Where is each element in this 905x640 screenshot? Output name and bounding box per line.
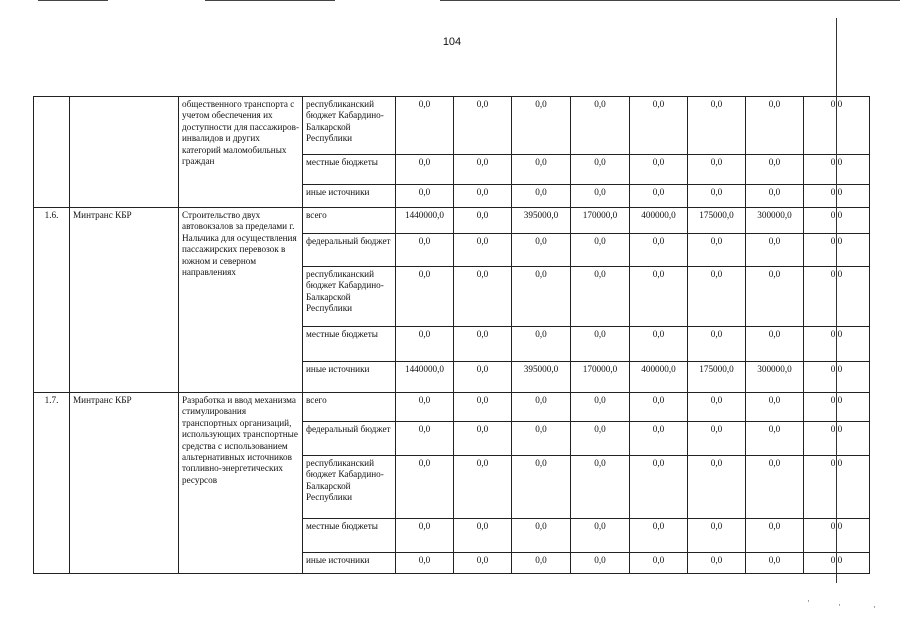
scan-speck: · — [838, 600, 841, 610]
amount-cell: 0,0 — [630, 267, 688, 327]
amount-cell: 0,0 — [454, 208, 512, 234]
amount-cell: 0,0 — [396, 155, 454, 185]
amount-cell: 0,0 — [571, 185, 630, 208]
amount-cell: 0,0 — [454, 362, 512, 393]
amount-cell: 0,0 — [512, 553, 571, 574]
amount-cell: 0,0 — [804, 208, 870, 234]
amount-cell: 0,0 — [454, 155, 512, 185]
amount-cell: 0,0 — [804, 185, 870, 208]
amount-cell: 170000,0 — [571, 208, 630, 234]
amount-cell: 0,0 — [512, 422, 571, 456]
amount-cell: 0,0 — [746, 553, 804, 574]
amount-cell: 0,0 — [571, 519, 630, 553]
amount-cell: 0,0 — [746, 155, 804, 185]
item-number-cell: 1.7. — [34, 393, 70, 574]
scan-edge-line — [205, 0, 335, 1]
table-row — [34, 208, 870, 234]
amount-cell: 0,0 — [630, 327, 688, 362]
amount-cell: 0,0 — [571, 553, 630, 574]
amount-cell: 0,0 — [746, 519, 804, 553]
scan-speck: · — [873, 602, 876, 612]
amount-cell: 0,0 — [688, 327, 746, 362]
amount-cell: 0,0 — [688, 553, 746, 574]
table-body — [34, 97, 870, 574]
amount-cell: 0,0 — [396, 185, 454, 208]
amount-cell: 0,0 — [688, 234, 746, 267]
amount-cell: 0,0 — [804, 553, 870, 574]
amount-cell: 0,0 — [746, 393, 804, 422]
amount-cell: 0,0 — [746, 422, 804, 456]
amount-cell: 400000,0 — [630, 208, 688, 234]
amount-cell: 0,0 — [746, 97, 804, 155]
funding-source-cell: местные бюджеты — [303, 327, 396, 362]
amount-cell: 0,0 — [746, 267, 804, 327]
amount-cell: 0,0 — [630, 97, 688, 155]
amount-cell: 0,0 — [512, 185, 571, 208]
amount-cell: 0,0 — [688, 422, 746, 456]
amount-cell: 0,0 — [454, 327, 512, 362]
amount-cell: 0,0 — [396, 422, 454, 456]
amount-cell: 0,0 — [571, 267, 630, 327]
amount-cell: 0,0 — [454, 185, 512, 208]
amount-cell: 300000,0 — [746, 208, 804, 234]
amount-cell: 0,0 — [396, 267, 454, 327]
funding-source-cell: республиканский бюджет Кабардино-Балкарской Республики — [303, 267, 396, 327]
amount-cell: 0,0 — [688, 155, 746, 185]
amount-cell: 300000,0 — [746, 362, 804, 393]
amount-cell: 0,0 — [571, 97, 630, 155]
amount-cell: 0,0 — [396, 456, 454, 519]
amount-cell: 0,0 — [804, 362, 870, 393]
funding-source-cell: местные бюджеты — [303, 155, 396, 185]
executor-cell: Минтранс КБР — [70, 393, 179, 574]
executor-cell: Минтранс КБР — [70, 208, 179, 393]
amount-cell: 0,0 — [804, 267, 870, 327]
funding-source-cell: иные источники — [303, 362, 396, 393]
measure-description-cell: Строительство двух автовокзалов за пределами г. Нальчика для осуществления пассажирских перевозок в южном и северном направлениях — [179, 208, 303, 393]
amount-cell: 0,0 — [512, 456, 571, 519]
amount-cell: 0,0 — [630, 519, 688, 553]
funding-source-cell: всего — [303, 393, 396, 422]
amount-cell: 0,0 — [512, 234, 571, 267]
amount-cell: 175000,0 — [688, 362, 746, 393]
amount-cell: 0,0 — [396, 234, 454, 267]
amount-cell: 0,0 — [571, 422, 630, 456]
amount-cell: 395000,0 — [512, 362, 571, 393]
amount-cell: 0,0 — [746, 327, 804, 362]
amount-cell: 0,0 — [571, 155, 630, 185]
amount-cell: 0,0 — [396, 519, 454, 553]
amount-cell: 170000,0 — [571, 362, 630, 393]
scan-binding-line — [836, 18, 837, 583]
amount-cell: 0,0 — [396, 327, 454, 362]
funding-source-cell: федеральный бюджет — [303, 422, 396, 456]
funding-source-cell: иные источники — [303, 553, 396, 574]
amount-cell: 0,0 — [688, 97, 746, 155]
amount-cell: 0,0 — [454, 456, 512, 519]
amount-cell: 0,0 — [396, 97, 454, 155]
funding-source-cell: федеральный бюджет — [303, 234, 396, 267]
amount-cell: 0,0 — [804, 422, 870, 456]
scan-speck: · — [807, 596, 810, 606]
amount-cell: 0,0 — [454, 519, 512, 553]
amount-cell: 0,0 — [804, 393, 870, 422]
measure-description-cell: общественного транспорта с учетом обеспечения их доступности для пассажиров-инвалидов и других категорий маломобильных граждан — [179, 97, 303, 208]
amount-cell: 0,0 — [630, 422, 688, 456]
amount-cell: 175000,0 — [688, 208, 746, 234]
amount-cell: 0,0 — [804, 97, 870, 155]
amount-cell: 0,0 — [571, 456, 630, 519]
amount-cell: 0,0 — [512, 393, 571, 422]
amount-cell: 0,0 — [688, 185, 746, 208]
funding-source-cell: местные бюджеты — [303, 519, 396, 553]
scan-edge-line — [440, 0, 900, 1]
amount-cell: 0,0 — [630, 234, 688, 267]
funding-source-cell: республиканский бюджет Кабардино-Балкарской Республики — [303, 456, 396, 519]
amount-cell: 0,0 — [396, 393, 454, 422]
amount-cell: 0,0 — [804, 155, 870, 185]
amount-cell: 0,0 — [454, 234, 512, 267]
amount-cell: 0,0 — [571, 327, 630, 362]
amount-cell: 0,0 — [746, 234, 804, 267]
amount-cell: 0,0 — [571, 393, 630, 422]
amount-cell: 0,0 — [512, 97, 571, 155]
amount-cell: 0,0 — [746, 456, 804, 519]
table-row — [34, 97, 870, 155]
amount-cell: 0,0 — [630, 393, 688, 422]
funding-source-cell: иные источники — [303, 185, 396, 208]
amount-cell: 0,0 — [454, 97, 512, 155]
amount-cell: 0,0 — [630, 553, 688, 574]
amount-cell: 0,0 — [804, 456, 870, 519]
amount-cell: 0,0 — [688, 519, 746, 553]
amount-cell: 0,0 — [512, 267, 571, 327]
page-number: 104 — [442, 36, 462, 48]
amount-cell: 0,0 — [454, 422, 512, 456]
amount-cell: 0,0 — [688, 267, 746, 327]
measure-description-cell: Разработка и ввод механизма стимулирования транспортных организаций, использующих транспортные средства с использованием альтернативных источников топливно-энергетических ресурсов — [179, 393, 303, 574]
funding-table — [33, 96, 870, 574]
amount-cell: 0,0 — [688, 393, 746, 422]
amount-cell: 0,0 — [804, 519, 870, 553]
item-number-cell — [34, 97, 70, 208]
executor-cell — [70, 97, 179, 208]
amount-cell: 0,0 — [688, 456, 746, 519]
amount-cell: 0,0 — [804, 327, 870, 362]
amount-cell: 400000,0 — [630, 362, 688, 393]
amount-cell: 0,0 — [571, 234, 630, 267]
amount-cell: 0,0 — [630, 456, 688, 519]
amount-cell: 0,0 — [454, 267, 512, 327]
amount-cell: 0,0 — [630, 155, 688, 185]
amount-cell: 0,0 — [396, 553, 454, 574]
amount-cell: 395000,0 — [512, 208, 571, 234]
funding-source-cell: республиканский бюджет Кабардино-Балкарской Республики — [303, 97, 396, 155]
item-number-cell: 1.6. — [34, 208, 70, 393]
amount-cell: 0,0 — [454, 553, 512, 574]
table-row — [34, 393, 870, 422]
amount-cell: 0,0 — [512, 327, 571, 362]
amount-cell: 0,0 — [512, 519, 571, 553]
amount-cell: 1440000,0 — [396, 362, 454, 393]
scan-edge-line — [38, 0, 108, 1]
amount-cell: 0,0 — [630, 185, 688, 208]
amount-cell: 0,0 — [454, 393, 512, 422]
amount-cell: 1440000,0 — [396, 208, 454, 234]
funding-source-cell: всего — [303, 208, 396, 234]
amount-cell: 0,0 — [746, 185, 804, 208]
amount-cell: 0,0 — [512, 155, 571, 185]
amount-cell: 0,0 — [804, 234, 870, 267]
